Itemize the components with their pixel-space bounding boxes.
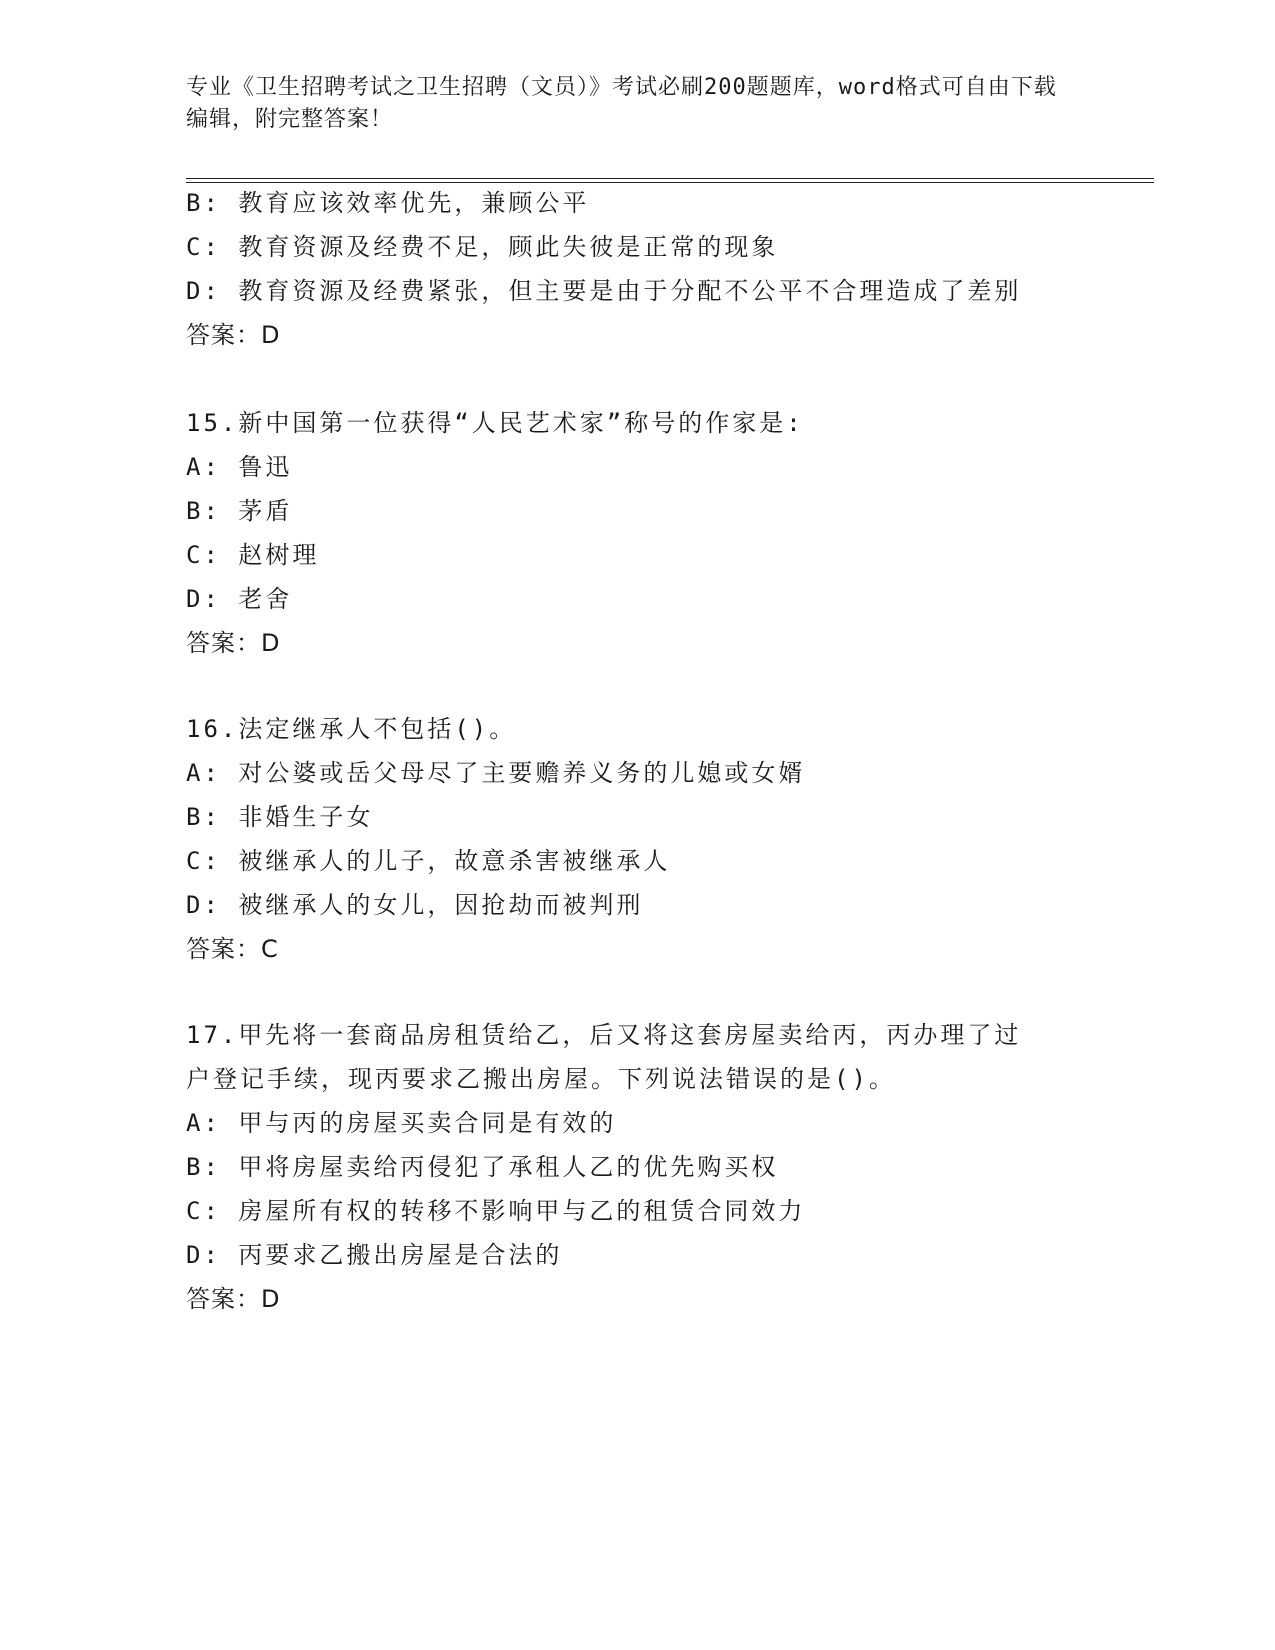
q15-option-d: D: 老舍 <box>186 585 293 613</box>
q15-option-c: C: 赵树理 <box>186 541 320 569</box>
q15-question: 15.新中国第一位获得“人民艺术家”称号的作家是: <box>186 409 804 437</box>
header-divider-top <box>186 178 1154 179</box>
q14-option-d: D: 教育资源及经费紧张，但主要是由于分配不公平不合理造成了差别 <box>186 277 1022 305</box>
q17-option-c: C: 房屋所有权的转移不影响甲与乙的租赁合同效力 <box>186 1197 806 1225</box>
q17-question-line2: 户登记手续，现丙要求乙搬出房屋。下列说法错误的是()。 <box>186 1065 896 1093</box>
q15-answer: 答案：D <box>186 629 281 657</box>
q17-option-d: D: 丙要求乙搬出房屋是合法的 <box>186 1241 563 1269</box>
q17-answer: 答案：D <box>186 1285 281 1313</box>
q15-option-b: B: 茅盾 <box>186 497 293 525</box>
header-divider-bottom <box>186 182 1154 183</box>
q16-answer: 答案：C <box>186 935 279 963</box>
q14-option-c: C: 教育资源及经费不足，顾此失彼是正常的现象 <box>186 233 779 261</box>
document-header: 专业《卫生招聘考试之卫生招聘（文员）》考试必刷200题题库，word格式可自由下载编辑，附完整答案！ <box>186 75 1057 132</box>
q17-option-b: B: 甲将房屋卖给丙侵犯了承租人乙的优先购买权 <box>186 1153 779 1181</box>
q16-option-c: C: 被继承人的儿子，故意杀害被继承人 <box>186 847 671 875</box>
q14-answer: 答案：D <box>186 321 281 349</box>
q17-option-a: A: 甲与丙的房屋买卖合同是有效的 <box>186 1109 617 1137</box>
q15-option-a: A: 鲁迅 <box>186 453 293 481</box>
q16-option-d: D: 被继承人的女儿，因抢劫而被判刑 <box>186 891 644 919</box>
q16-option-b: B: 非婚生子女 <box>186 803 374 831</box>
q14-option-b: B: 教育应该效率优先，兼顾公平 <box>186 189 590 217</box>
q16-question: 16.法定继承人不包括()。 <box>186 715 517 743</box>
q17-question-line1: 17.甲先将一套商品房租赁给乙，后又将这套房屋卖给丙，丙办理了过 <box>186 1021 1022 1049</box>
q16-option-a: A: 对公婆或岳父母尽了主要赡养义务的儿媳或女婿 <box>186 759 806 787</box>
